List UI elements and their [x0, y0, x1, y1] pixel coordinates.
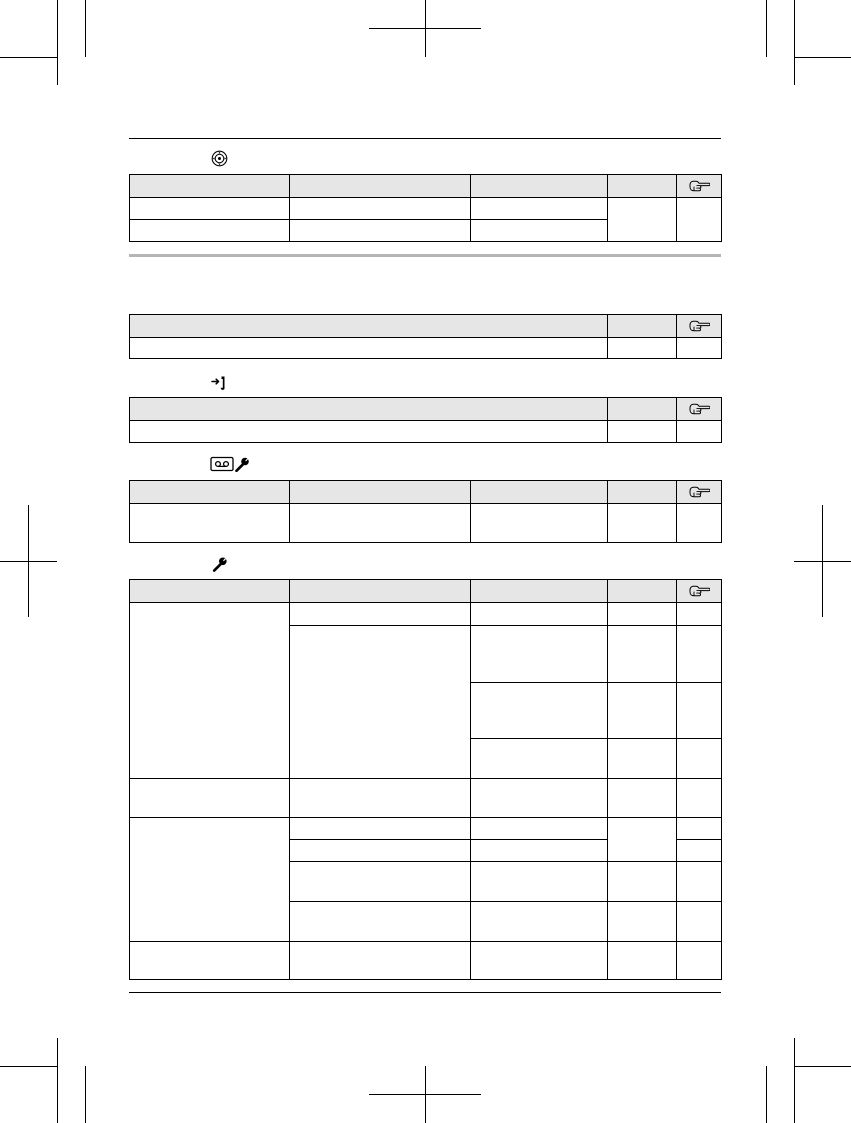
header-cell	[290, 481, 471, 504]
table-cell	[608, 504, 677, 543]
table-cell	[608, 198, 677, 242]
table-cell	[471, 198, 608, 220]
header-cell	[290, 580, 471, 603]
table-cell	[677, 739, 722, 779]
table-cell	[471, 504, 608, 543]
pointing-hand-icon	[677, 481, 721, 503]
table-cell	[608, 421, 677, 443]
table-cell	[677, 603, 722, 626]
table-cell	[290, 626, 471, 779]
header-cell	[130, 580, 290, 603]
table-cell	[130, 779, 290, 818]
settings-wrench-icon	[212, 556, 228, 572]
answering-system-table	[129, 480, 722, 543]
table-cell	[130, 942, 290, 980]
table-cell	[471, 683, 608, 739]
table-cell	[677, 626, 722, 683]
table-cell	[290, 902, 471, 942]
header-cell	[130, 315, 608, 338]
table-cell	[677, 862, 722, 902]
table-cell	[677, 902, 722, 942]
table-cell	[471, 840, 608, 862]
header-cell	[608, 398, 677, 421]
table-cell	[608, 818, 677, 862]
settings-table	[129, 579, 722, 980]
table-header	[130, 580, 722, 603]
table-cell	[290, 603, 471, 626]
table-cell	[608, 779, 677, 818]
table-cell	[290, 818, 471, 840]
table-cell	[471, 603, 608, 626]
table-cell	[608, 603, 677, 626]
pointing-hand-icon	[677, 580, 721, 602]
table-cell	[471, 942, 608, 980]
header-cell	[608, 175, 677, 198]
table-cell	[471, 862, 608, 902]
table-row	[130, 818, 722, 840]
header-cell	[130, 481, 290, 504]
header-cell	[290, 175, 471, 198]
table-cell	[677, 338, 722, 359]
bottom-rule	[129, 992, 721, 993]
table-row	[130, 338, 722, 359]
header-cell	[677, 398, 722, 421]
table-header	[130, 481, 722, 504]
table-cell	[471, 818, 608, 840]
table-cell	[608, 902, 677, 942]
section-divider	[129, 254, 721, 257]
table-row	[130, 421, 722, 443]
header-cell	[677, 315, 722, 338]
table-cell	[608, 683, 677, 739]
untitled-table	[129, 314, 722, 359]
table-cell	[290, 942, 471, 980]
table-cell	[130, 504, 290, 543]
table-cell	[608, 739, 677, 779]
table-cell	[677, 198, 722, 242]
table-cell	[471, 739, 608, 779]
table-row	[130, 198, 722, 220]
table-cell	[677, 683, 722, 739]
navigator-key-table	[129, 174, 722, 242]
table-row	[130, 779, 722, 818]
table-cell	[471, 626, 608, 683]
header-cell	[608, 481, 677, 504]
table-cell	[290, 840, 471, 862]
header-cell	[677, 175, 722, 198]
header-cell	[130, 175, 290, 198]
pointing-hand-icon	[677, 175, 721, 197]
table-cell	[677, 942, 722, 980]
table-cell	[471, 779, 608, 818]
top-rule	[129, 138, 721, 139]
table-cell	[677, 779, 722, 818]
table-cell	[677, 818, 722, 840]
table-header	[130, 175, 722, 198]
table-cell	[608, 942, 677, 980]
pointing-hand-icon	[677, 398, 721, 420]
table-row	[130, 603, 722, 626]
table-cell	[677, 421, 722, 443]
table-header	[130, 315, 722, 338]
header-cell	[677, 481, 722, 504]
table-cell	[290, 504, 471, 543]
table-cell	[290, 220, 471, 242]
answering-system-settings-icon	[210, 456, 250, 472]
header-cell	[471, 175, 608, 198]
table-cell	[130, 603, 290, 779]
header-cell	[471, 580, 608, 603]
navigator-key-icon	[211, 150, 228, 167]
pointing-hand-icon	[677, 315, 721, 337]
intercom-table	[129, 397, 722, 443]
table-row	[130, 942, 722, 980]
table-cell	[677, 840, 722, 862]
table-cell	[130, 818, 290, 942]
intercom-icon	[211, 375, 227, 391]
table-cell	[677, 504, 722, 543]
table-cell	[608, 626, 677, 683]
header-cell	[608, 315, 677, 338]
table-cell	[290, 198, 471, 220]
table-header	[130, 398, 722, 421]
table-cell	[608, 862, 677, 902]
table-cell	[290, 779, 471, 818]
header-cell	[130, 398, 608, 421]
table-cell	[130, 220, 290, 242]
table-row	[130, 504, 722, 543]
table-cell	[608, 338, 677, 359]
table-cell	[130, 338, 608, 359]
table-cell	[130, 198, 290, 220]
table-cell	[290, 862, 471, 902]
header-cell	[608, 580, 677, 603]
table-cell	[130, 421, 608, 443]
table-cell	[471, 220, 608, 242]
header-cell	[677, 580, 722, 603]
table-cell	[471, 902, 608, 942]
header-cell	[471, 481, 608, 504]
